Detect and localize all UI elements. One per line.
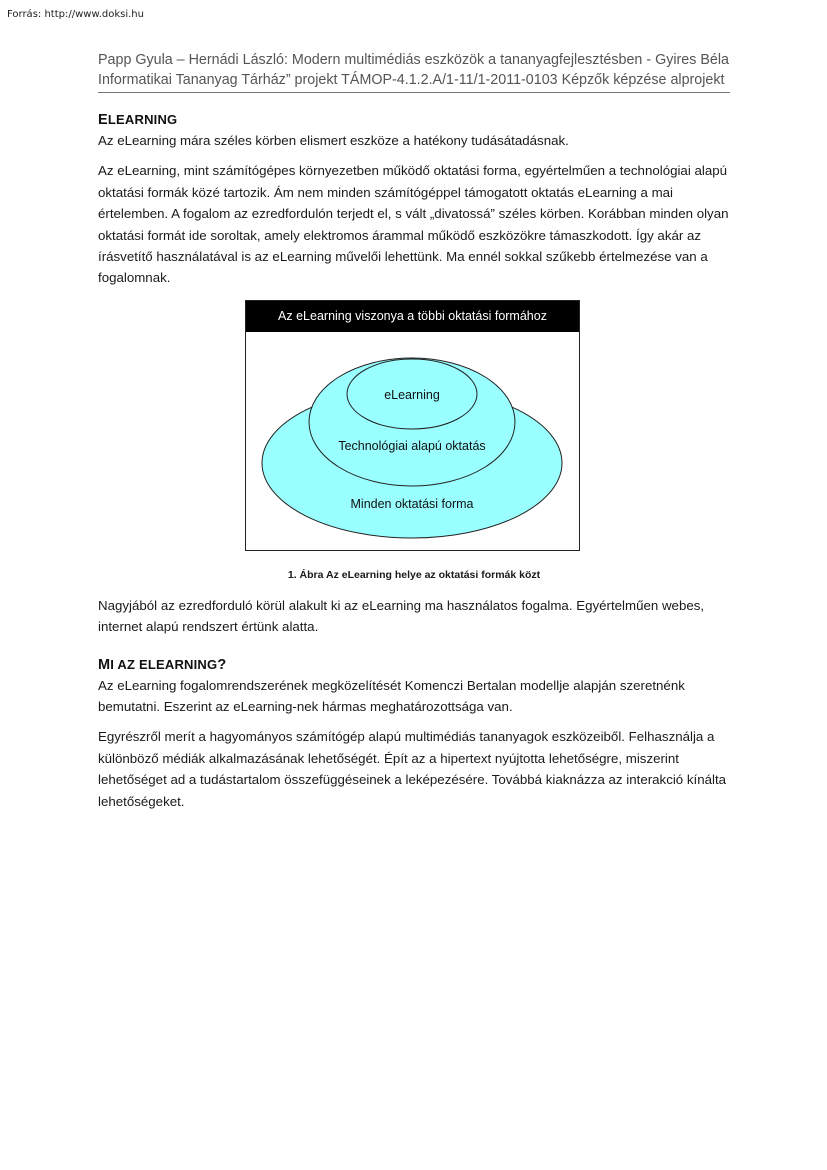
document-page: [98, 50, 730, 821]
paragraph-model: Az eLearning fogalomrendszerének megközelítését Komenczi Bertalan modellje alapján szeretnénk bemutatni. Eszerint az eLearning-nek hármas meghatározottsága van.: [98, 677, 685, 715]
figure-caption: 1. Ábra Az eLearning helye az oktatási formák közt: [287, 568, 541, 581]
paragraph-after-figure: Nagyjából az ezredforduló körül alakult ki az eLearning ma használatos fogalma. Egyértelműen webes, internet alapú rendszert értünk alatta.: [98, 597, 705, 635]
figure-title: Az eLearning viszonya a többi oktatási formához: [246, 301, 579, 332]
heading2-initial: M: [98, 656, 111, 673]
heading2-mid: I AZ E: [110, 656, 148, 672]
middle-label: Technológiai alapú oktatás: [338, 438, 486, 453]
heading2-end: ?: [217, 656, 227, 673]
paragraph-intro: Az eLearning mára széles körben elismert eszköze a hatékony tudásátadásnak.: [98, 133, 569, 148]
source-line: Forrás: http://www.doksi.hu: [7, 9, 144, 20]
heading-rest: LEARNING: [107, 112, 178, 127]
heading2-rest: LEARNING: [147, 656, 218, 672]
running-header: Papp Gyula – Hernádi László: Modern multimédiás eszközök a tananyagfejlesztésben - Gyires Béla Informatikai Tananyag Tárház” projekt TÁMOP-4.1.2.A/1-11/1-2011-0103 Képzők képzése alprojekt: [98, 50, 730, 93]
figure-venn: [245, 300, 580, 551]
heading-elearning: [98, 112, 730, 128]
paragraph-definition: Az eLearning, mint számítógépes környezetben működő oktatási forma, egyértelműen a technológiai alapú oktatási formák közé tartozik. Ám nem minden számítógéppel támogatott oktatás eLearning a mai értelemben. A fogalom az ezredfordulón terjedt el, s vált „divatossá” széles körben. Korábban minden olyan oktatási formát ide soroltak, amely elektromos árammal működő eszközökre támaszkodott. Így akár az írásvetítő használatával is az eLearning művelői lehettünk. Ma ennél sokkal szűkebb értelmezése van a fogalomnak.: [98, 163, 729, 286]
paragraph-multimedia: Egyrészről merít a hagyományos számítógép alapú multimédiás tananyagok eszközeiből. Felhasználja a különböző médiák alkalmazásának lehetőségét. Épít az a hipertext nyújtotta lehetőségre, miszerint lehetőséget ad a tudástartalom összefüggéseinek a leképezésére. Továbbá kiaknázza az interakció kínálta lehetőségeket.: [98, 729, 727, 809]
inner-label: eLearning: [384, 387, 440, 402]
outer-label: Minden oktatási forma: [350, 496, 474, 511]
heading-mi-az-elearning: [98, 657, 730, 673]
heading-initial: E: [98, 112, 108, 128]
venn-diagram: [246, 332, 579, 550]
